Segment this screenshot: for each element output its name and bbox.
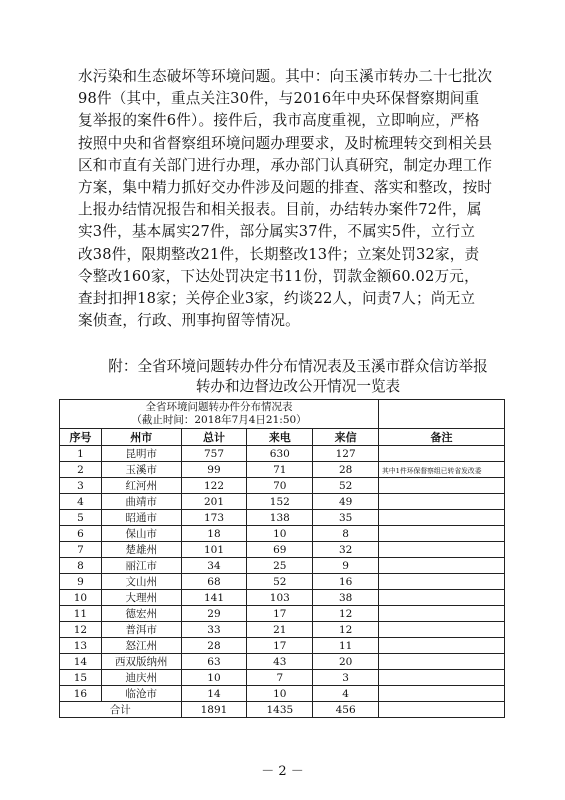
cell-remark: [379, 526, 505, 542]
cell-remark: [379, 622, 505, 638]
paragraph-line: 水污染和生态破坏等环境问题。其中：向玉溪市转办二十七批次: [78, 68, 493, 85]
cell-city: 临沧市: [101, 686, 181, 702]
caption-line: 转办和边督边改公开情况一览表: [195, 378, 401, 395]
cell-phone: 70: [247, 478, 313, 494]
cell-letter: 4: [313, 686, 379, 702]
total-label: 合计: [60, 702, 182, 718]
cell-letter: 32: [313, 542, 379, 558]
table-row: [60, 654, 505, 670]
cell-city: 保山市: [101, 526, 181, 542]
header-city: 州市: [101, 429, 181, 446]
paragraph-line: 上报办结情况报告和相关报表。目前，办结转办案件72件，属: [78, 201, 482, 219]
cell-remark: [379, 606, 505, 622]
cell-city: 迪庆州: [101, 670, 181, 686]
cell-letter: 11: [313, 638, 379, 654]
cell-letter: 8: [313, 526, 379, 542]
cell-total: 68: [181, 574, 247, 590]
table-title: [60, 400, 379, 429]
cell-total: 33: [181, 622, 247, 638]
cell-remark: [379, 558, 505, 574]
cell-total: 28: [181, 638, 247, 654]
cell-letter: 12: [313, 606, 379, 622]
cell-phone: 17: [247, 606, 313, 622]
cell-letter: 28: [313, 462, 379, 478]
cell-index: 2: [60, 462, 102, 478]
cell-letter: 20: [313, 654, 379, 670]
table-title-row: [60, 400, 505, 429]
cell-total: 18: [181, 526, 247, 542]
cell-city: 红河州: [101, 478, 181, 494]
cell-phone: 7: [247, 670, 313, 686]
attachment-caption: [98, 357, 498, 397]
cell-total: 10: [181, 670, 247, 686]
cell-index: 8: [60, 558, 102, 574]
paragraph-line: 案侦查，行政、刑事拘留等情况。: [78, 312, 300, 330]
cell-letter: 52: [313, 478, 379, 494]
cell-index: 3: [60, 478, 102, 494]
cell-city: 西双版纳州: [101, 654, 181, 670]
cell-index: 13: [60, 638, 102, 654]
cell-city: 丽江市: [101, 558, 181, 574]
paragraph-line: 复举报的案件6件）。接件后，我市高度重视，立即响应，严格: [78, 112, 480, 130]
cell-letter: 9: [313, 558, 379, 574]
cell-index: 15: [60, 670, 102, 686]
cell-total: 99: [181, 462, 247, 478]
cell-phone: 69: [247, 542, 313, 558]
table-row: [60, 542, 505, 558]
cell-city: 文山州: [101, 574, 181, 590]
cell-letter: 35: [313, 510, 379, 526]
header-total: 总计: [181, 429, 247, 446]
cell-city: 昆明市: [101, 446, 181, 462]
cell-index: 12: [60, 622, 102, 638]
cell-city: 德宏州: [101, 606, 181, 622]
paragraph-line: 98件（其中，重点关注30件，与2016年中央环保督察期间重: [78, 90, 480, 108]
cell-total: 757: [181, 446, 247, 462]
table-row: [60, 510, 505, 526]
cell-index: 9: [60, 574, 102, 590]
cell-letter: 3: [313, 670, 379, 686]
cell-index: 4: [60, 494, 102, 510]
cell-remark: [379, 542, 505, 558]
cell-phone: 17: [247, 638, 313, 654]
page-number: － 2 －: [261, 764, 304, 779]
cell-total: 173: [181, 510, 247, 526]
table-row: [60, 462, 505, 478]
paragraph-line: 区和市直有关部门进行办理，承办部门认真研究，制定办理工作: [78, 156, 493, 174]
paragraph-line: 实3件，基本属实27件，部分属实37件，不属实5件，立行立: [78, 223, 476, 241]
cell-phone: 10: [247, 526, 313, 542]
cell-letter: 38: [313, 590, 379, 606]
cell-index: 6: [60, 526, 102, 542]
paragraph-line: 查封扣押18家；关停企业3家，约谈22人，问责7人；尚无立: [78, 290, 476, 308]
cell-remark: [379, 638, 505, 654]
cell-letter: 127: [313, 446, 379, 462]
cell-remark: 其中1件环保督察组已转省发改委: [379, 462, 505, 478]
table-row: [60, 478, 505, 494]
body-paragraph: [78, 66, 498, 332]
paragraph-line: 改38件，限期整改21件，长期整改13件；立案处罚32家，责: [78, 245, 480, 263]
cell-index: 7: [60, 542, 102, 558]
cell-remark: [379, 670, 505, 686]
cell-total: 122: [181, 478, 247, 494]
cell-remark: [379, 510, 505, 526]
total-remark: [379, 702, 505, 718]
cell-index: 11: [60, 606, 102, 622]
table-title-blank: [379, 400, 505, 429]
cell-index: 5: [60, 510, 102, 526]
table-row: [60, 558, 505, 574]
cell-city: 玉溪市: [101, 462, 181, 478]
cell-phone: 21: [247, 622, 313, 638]
cell-phone: 103: [247, 590, 313, 606]
cell-remark: [379, 478, 505, 494]
paragraph-line: 按照中央和省督察组环境问题办理要求，及时梳理转交到相关县: [78, 134, 493, 152]
cell-remark: [379, 494, 505, 510]
cell-total: 141: [181, 590, 247, 606]
table-title-line: 全省环境问题转办件分布情况表: [145, 401, 293, 413]
cell-phone: 25: [247, 558, 313, 574]
table-total-row: [60, 702, 505, 718]
cell-remark: [379, 590, 505, 606]
table-row: [60, 574, 505, 590]
table-row: [60, 526, 505, 542]
cell-phone: 71: [247, 462, 313, 478]
table-row: [60, 638, 505, 654]
table-row: [60, 606, 505, 622]
cell-total: 34: [181, 558, 247, 574]
cell-phone: 10: [247, 686, 313, 702]
cell-total: 101: [181, 542, 247, 558]
cell-total: 201: [181, 494, 247, 510]
cell-phone: 152: [247, 494, 313, 510]
paragraph-line: 方案，集中精力抓好交办件涉及问题的排查、落实和整改，按时: [78, 179, 493, 197]
cell-letter: 49: [313, 494, 379, 510]
cell-remark: [379, 446, 505, 462]
table-row: [60, 446, 505, 462]
header-index: 序号: [60, 429, 102, 446]
table-row: [60, 494, 505, 510]
distribution-table: [59, 399, 505, 718]
cell-remark: [379, 574, 505, 590]
total-letter: 456: [313, 702, 379, 718]
header-remark: 备注: [379, 429, 505, 446]
cell-city: 曲靖市: [101, 494, 181, 510]
paragraph-line: 令整改160家，下达处罚决定书11份，罚款金额60.02万元，: [78, 267, 479, 285]
table-row: [60, 686, 505, 702]
cell-city: 普洱市: [101, 622, 181, 638]
cell-index: 10: [60, 590, 102, 606]
total-sum: 1891: [181, 702, 247, 718]
cell-index: 14: [60, 654, 102, 670]
table-row: [60, 622, 505, 638]
cell-total: 14: [181, 686, 247, 702]
cell-index: 1: [60, 446, 102, 462]
cell-remark: [379, 686, 505, 702]
cell-letter: 16: [313, 574, 379, 590]
cell-total: 63: [181, 654, 247, 670]
cell-phone: 630: [247, 446, 313, 462]
cell-letter: 12: [313, 622, 379, 638]
table-row: [60, 590, 505, 606]
table-row: [60, 670, 505, 686]
cell-city: 昭通市: [101, 510, 181, 526]
cell-remark: [379, 654, 505, 670]
cell-phone: 43: [247, 654, 313, 670]
cell-index: 16: [60, 686, 102, 702]
cell-total: 29: [181, 606, 247, 622]
cell-phone: 138: [247, 510, 313, 526]
table-title-time: （截止时间：2018年7月4日21:50）: [131, 414, 307, 426]
header-phone: 来电: [247, 429, 313, 446]
header-letter: 来信: [313, 429, 379, 446]
cell-phone: 52: [247, 574, 313, 590]
caption-line: 附：全省环境问题转办件分布情况表及玉溪市群众信访举报: [108, 358, 488, 375]
cell-city: 大理州: [101, 590, 181, 606]
cell-city: 楚雄州: [101, 542, 181, 558]
cell-city: 怒江州: [101, 638, 181, 654]
table-header-row: [60, 429, 505, 446]
total-phone: 1435: [247, 702, 313, 718]
